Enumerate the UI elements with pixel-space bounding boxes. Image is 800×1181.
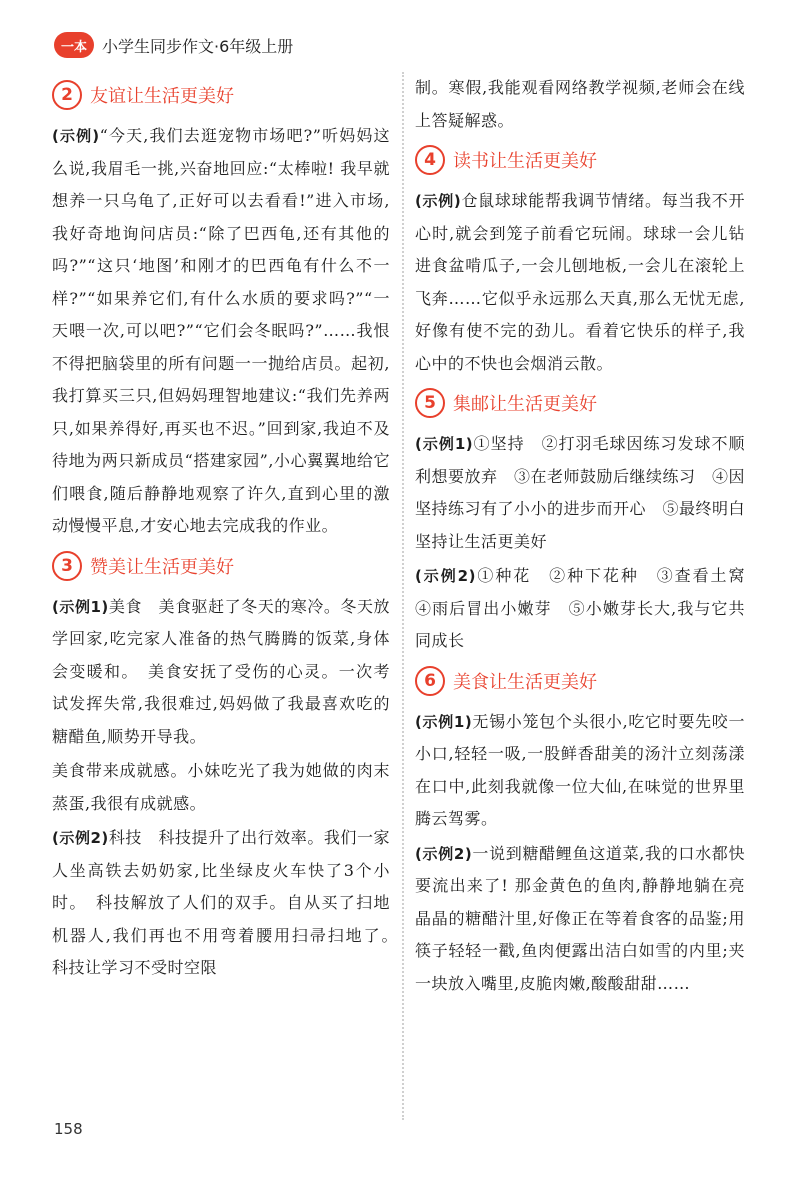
paragraph-text: 无锡小笼包个头很小,吃它时要先咬一小口,轻轻一吸,一股鲜香甜美的汤汁立刻荡漾在口中,此刻我就像一位大仙,在味觉的世界里腾云驾雾。 — [415, 711, 745, 828]
example-paragraph — [52, 120, 390, 543]
example-paragraph — [415, 560, 762, 658]
example-paragraph — [52, 591, 390, 754]
left-column — [52, 72, 407, 1101]
section-2-title — [52, 80, 390, 110]
section-number-badge: 2 — [52, 80, 82, 110]
example-tag: (示例2) — [415, 844, 473, 863]
section-number-badge: 6 — [415, 666, 445, 696]
example-paragraph — [415, 428, 745, 558]
paragraph-text: 科技 科技提升了出行效率。我们一家人坐高铁去奶奶家,比坐绿皮火车快了3个小时。 科技解放了人们的双手。自从买了扫地机器人,我们再也不用弯着腰用扫帚扫地了。 科技让学习不受时空限 — [52, 828, 407, 977]
example-paragraph — [52, 755, 390, 820]
section-5-title — [415, 388, 745, 418]
example-tag: (示例) — [52, 127, 100, 145]
continued-paragraph — [415, 72, 745, 137]
section-3-title — [52, 551, 390, 581]
right-column — [415, 72, 762, 1101]
section-heading: 友谊让生活更美好 — [90, 86, 234, 107]
example-tag: (示例1) — [52, 597, 109, 616]
section-4-title — [415, 145, 745, 175]
paragraph-text: 一说到糖醋鲤鱼这道菜,我的口水都快要流出来了! 那金黄色的鱼肉,静静地躺在亮晶晶的糖醋汁里,好像正在等着食客的品鉴;用筷子轻轻一戳,鱼肉便露出洁白如雪的内里;夹一块放入嘴里,皮脆肉嫩,酸酸甜甜…… — [415, 843, 745, 993]
section-number-badge: 5 — [415, 388, 445, 418]
example-tag: (示例1) — [415, 435, 474, 453]
paragraph-text: 仓鼠球球能帮我调节情绪。每当我不开心时,就会到笼子前看它玩闹。球球一会儿钻进食盆啃瓜子,一会儿刨地板,一会儿在滚轮上飞奔……它似乎永远那么天真,那么无忧无虑,好像有使不完的劲儿。看着它快乐的样子,我心中的不快也会烟消云散。 — [415, 191, 745, 373]
paragraph-text: 美食 美食驱赶了冬天的寒冷。冬天放学回家,吃完家人准备的热气腾腾的饭菜,身体会变暖和。 美食安抚了受伤的心灵。一次考试发挥失常,我很难过,妈妈做了我最喜欢吃的糖醋鱼,顺势开导我。 — [52, 596, 390, 746]
section-heading: 美食让生活更美好 — [453, 671, 597, 693]
book-title: 小学生同步作文·6年级上册 — [102, 36, 294, 56]
paragraph-text: ①种花 ②种下花种 ③查看土窝 ④雨后冒出小嫩芽 ⑤小嫩芽长大,我与它共同成长 — [415, 566, 762, 650]
section-heading: 读书让生活更美好 — [453, 151, 597, 172]
example-tag: (示例2) — [52, 829, 109, 847]
example-paragraph — [415, 838, 745, 1001]
section-number-badge: 4 — [415, 145, 445, 175]
example-tag: (示例2) — [415, 567, 476, 585]
section-number-badge: 3 — [52, 551, 82, 581]
section-heading: 集邮让生活更美好 — [453, 394, 597, 415]
paragraph-text: 美食带来成就感。小妹吃光了我为她做的肉末蒸蛋,我很有成就感。 — [52, 761, 390, 813]
paragraph-text: “今天,我们去逛宠物市场吧?”听妈妈这么说,我眉毛一挑,兴奋地回应:“太棒啦! 我早就想养一只乌龟了,正好可以去看看!”进入市场,我好奇地询问店员:“除了巴西龟,还有其他的吗?”“这只‘地图’和刚才的巴西龟有什么不一样?”“如果养它们,有什么水质的要求吗?”“一天喂一次,可以吧?”“它们会冬眠吗?”……我恨不得把脑袋里的所有问题一一抛给店员。起初,我打算买三只,但妈妈理智地建议:“我们先养两只,如果养得好,再买也不迟。”回到家,我迫不及待地为两只新成员“搭建家园”,小心翼翼地给它们喂食,随后静静地观察了许久,直到心里的激动慢慢平息,才安心地去完成我的作业。 — [52, 126, 390, 535]
page-number: 158 — [54, 1120, 83, 1138]
column-divider — [402, 72, 404, 1120]
page-header — [54, 30, 293, 60]
section-heading: 赞美让生活更美好 — [90, 556, 234, 578]
brand-logo: 一本 — [54, 32, 94, 58]
example-paragraph — [415, 185, 745, 380]
paragraph-text: 制。寒假,我能观看网络教学视频,老师会在线上答疑解惑。 — [415, 78, 745, 130]
paragraph-text: ①坚持 ②打羽毛球因练习发球不顺利想要放弃 ③在老师鼓励后继续练习 ④因坚持练习有了小小的进步而开心 ⑤最终明白坚持让生活更美好 — [415, 434, 746, 551]
example-tag: (示例) — [415, 192, 462, 210]
section-6-title — [415, 666, 745, 696]
example-paragraph — [52, 822, 407, 985]
example-tag: (示例1) — [415, 712, 473, 731]
example-paragraph — [415, 706, 745, 836]
